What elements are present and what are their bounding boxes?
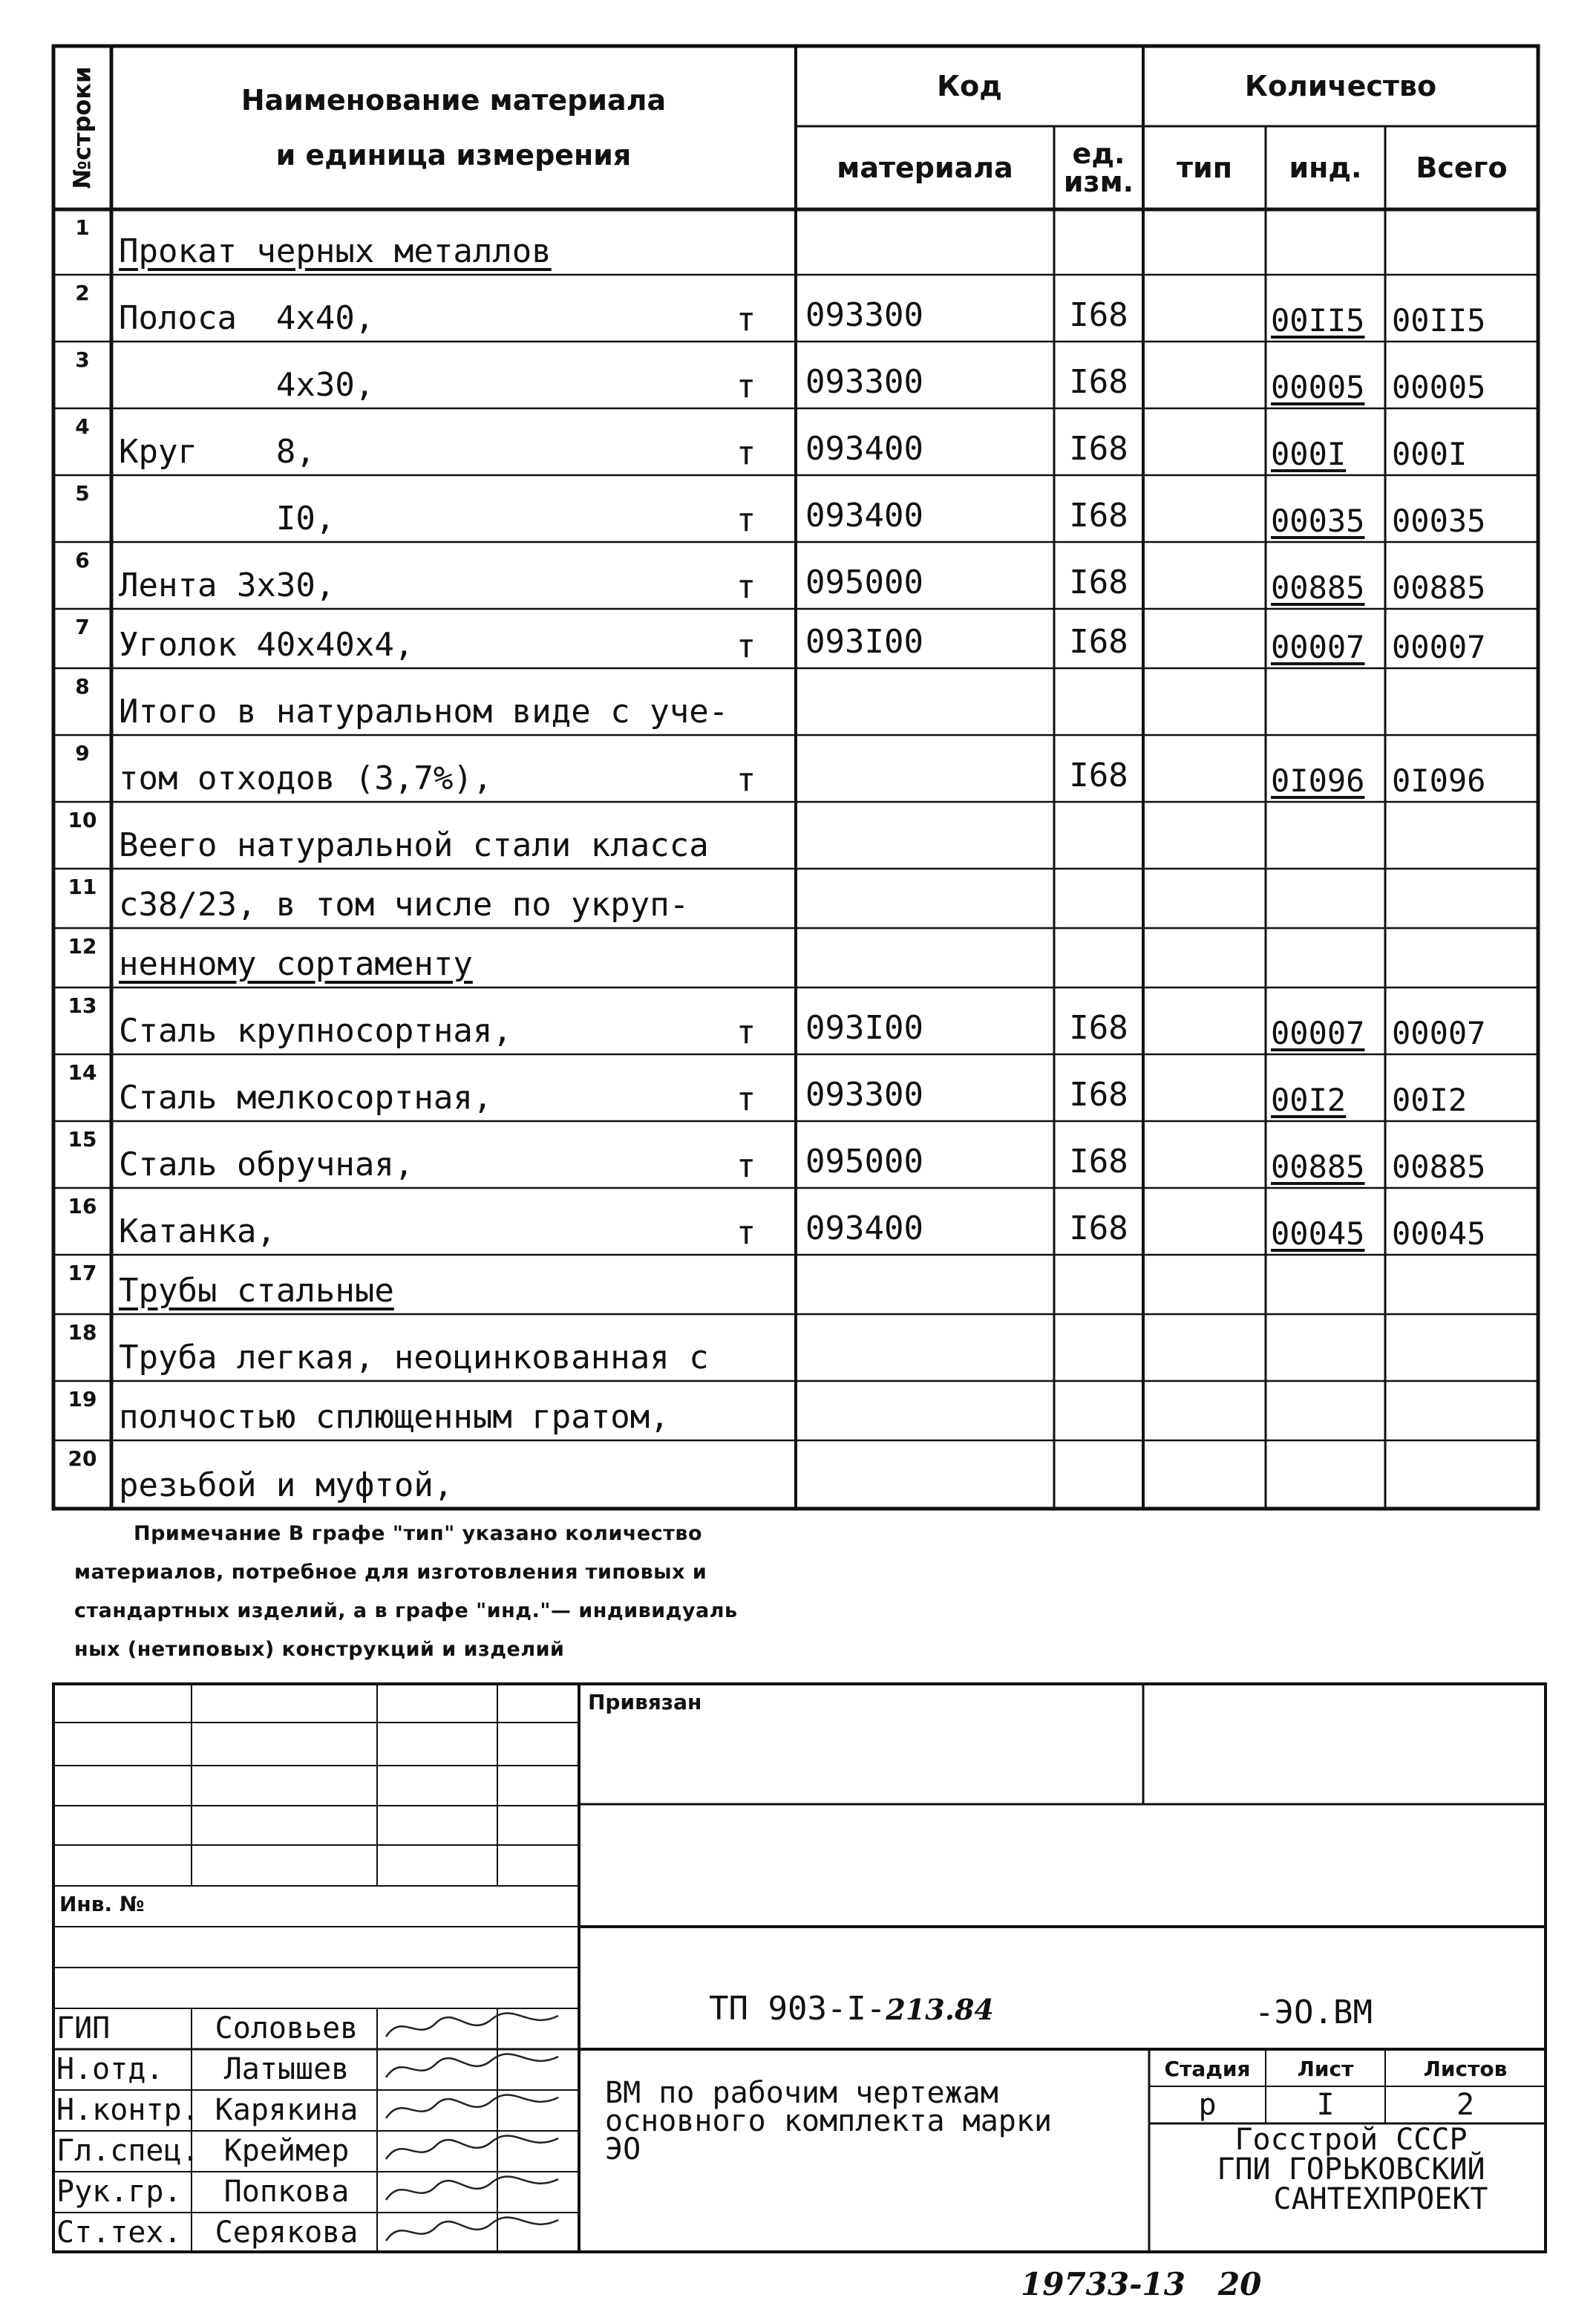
unit-of-measure: т <box>736 301 756 339</box>
unit-code-header-line1: ед. <box>1072 137 1125 170</box>
material-code <box>805 802 1050 869</box>
name-header-line1: Наименование материала <box>241 84 667 117</box>
material-name: Сталь крупносортная, <box>119 1012 512 1050</box>
quantity-individual <box>1271 802 1385 869</box>
material-code: 095000 <box>805 1143 923 1181</box>
quantity-individual: 00I2 <box>1271 1082 1347 1118</box>
note-line1: Примечание В графе "тип" указано количество <box>134 1522 703 1545</box>
unit-code-header-line2: изм. <box>1063 166 1134 198</box>
quantity-individual: 00II5 <box>1271 302 1365 339</box>
unit-of-measure: т <box>736 1214 756 1252</box>
quantity-individual: 0I096 <box>1271 763 1365 799</box>
quantity-total: 00885 <box>1392 569 1486 606</box>
document-title-line2: основного комплекта марки <box>605 2104 1053 2138</box>
unit-code: I68 <box>1069 1209 1128 1247</box>
material-code: 093400 <box>805 1209 923 1247</box>
quantity-total: 00I2 <box>1392 1082 1468 1118</box>
signatory-name: Карякина <box>215 2092 359 2127</box>
sheet-value: I <box>1316 2088 1335 2122</box>
row-number: 5 <box>75 481 90 506</box>
stage-value: р <box>1198 2088 1217 2122</box>
document-title <box>605 2076 1053 2167</box>
material-name: Полоса 4х40, <box>119 299 375 337</box>
signature-scribble <box>380 2049 566 2089</box>
quantity-individual <box>1271 209 1385 275</box>
material-name: Сталь мелкосортная, <box>119 1079 493 1117</box>
quantity-total <box>1392 668 1538 735</box>
quantity-individual: 00045 <box>1271 1215 1365 1252</box>
signatory-role: Рук.гр. <box>56 2174 182 2209</box>
material-code: 095000 <box>805 564 923 601</box>
unit-of-measure: т <box>736 368 756 405</box>
unit-of-measure: т <box>736 1013 756 1051</box>
material-name: с38/23, в том числе по укруп- <box>119 886 690 924</box>
quantity-total: 00045 <box>1392 1215 1486 1252</box>
signatory-role: Ст.тех. <box>56 2215 182 2250</box>
signatory-name: Креймер <box>223 2133 350 2168</box>
unit-of-measure <box>705 1381 787 1440</box>
signature-scribble <box>380 2172 566 2211</box>
unit-code: I68 <box>1069 1009 1128 1047</box>
quantity-individual <box>1271 869 1385 928</box>
material-code <box>805 928 1050 987</box>
quantity-total: 00885 <box>1392 1149 1486 1185</box>
row-number: 8 <box>75 674 90 699</box>
unit-code <box>1054 1314 1143 1381</box>
material-code: 093400 <box>805 497 923 535</box>
name-header <box>111 46 796 209</box>
material-name: том отходов (3,7%), <box>119 760 493 797</box>
row-number: 4 <box>75 414 90 439</box>
unit-code <box>1054 1255 1143 1314</box>
signatory-role: Гл.спец. <box>56 2133 200 2168</box>
material-code <box>805 1440 1050 1509</box>
material-name: Труба легкая, неоцинкованная с <box>119 1339 709 1377</box>
row-number: 16 <box>68 1194 97 1218</box>
quantity-individual: 00007 <box>1271 1015 1365 1051</box>
sheet-label: Лист <box>1297 2056 1354 2081</box>
unit-code <box>1054 928 1143 987</box>
material-code <box>805 668 1050 735</box>
quantity-individual <box>1271 668 1385 735</box>
material-name: резьбой и муфтой, <box>119 1466 454 1504</box>
material-code-header: материала <box>837 151 1013 184</box>
unit-of-measure <box>705 802 787 869</box>
material-name: ненному сортаменту <box>119 945 473 983</box>
note <box>74 1522 928 1676</box>
unit-code-header <box>1054 126 1143 209</box>
row-number: 14 <box>68 1060 97 1085</box>
organization-line2: ГПИ ГОРЬКОВСКИЙ <box>1217 2152 1485 2187</box>
unit-code <box>1054 1440 1143 1509</box>
unit-code: I68 <box>1069 1076 1128 1114</box>
signatory-role: Н.отд. <box>56 2051 164 2086</box>
inventory-label: Инв. № <box>59 1892 145 1916</box>
document-code-handwritten: 213.84 <box>886 1993 994 2026</box>
code-header: Код <box>937 70 1002 102</box>
row-number: 20 <box>68 1446 97 1471</box>
quantity-total: 000I <box>1392 436 1468 472</box>
quantity-total <box>1392 928 1538 987</box>
unit-code <box>1054 668 1143 735</box>
material-name: Сталь обручная, <box>119 1146 414 1183</box>
quantity-individual <box>1271 1255 1385 1314</box>
row-number: 11 <box>68 875 97 899</box>
unit-code: I68 <box>1069 497 1128 535</box>
signatory-name: Латышев <box>223 2051 350 2086</box>
signature-scribble <box>380 2008 566 2048</box>
quantity-total <box>1392 209 1538 275</box>
quantity-total <box>1392 1314 1538 1381</box>
quantity-individual <box>1271 928 1385 987</box>
unit-of-measure: т <box>736 627 756 665</box>
row-number: 3 <box>75 347 90 372</box>
quantity-individual: 00885 <box>1271 569 1365 606</box>
quantity-individual <box>1271 1440 1385 1509</box>
signatory-role: ГИП <box>56 2011 111 2045</box>
material-code: 093400 <box>805 430 923 468</box>
name-header-line2: и единица измерения <box>275 139 632 172</box>
row-number: 10 <box>68 808 97 832</box>
unit-of-measure <box>705 869 787 928</box>
material-code <box>805 209 1050 275</box>
unit-code: I68 <box>1069 757 1128 794</box>
signatory-name: Серякова <box>215 2215 359 2250</box>
row-number: 18 <box>68 1320 97 1345</box>
sheets-value: 2 <box>1456 2088 1475 2122</box>
organization <box>1158 2125 1544 2214</box>
signature-scribble <box>380 2213 566 2252</box>
row-number: 12 <box>68 934 97 959</box>
material-name: Катанка, <box>119 1212 276 1250</box>
material-code: 093300 <box>805 1076 923 1114</box>
document-code-prefix: ТП 903-I- <box>709 1990 886 2028</box>
row-number: 2 <box>75 281 90 305</box>
quantity-total: 0I096 <box>1392 763 1486 799</box>
quantity-individual: 000I <box>1271 436 1347 472</box>
quantity-header: Количество <box>1244 70 1437 102</box>
unit-of-measure: т <box>736 434 756 472</box>
type-header: тип <box>1177 151 1232 184</box>
material-name: Уголок 40х40х4, <box>119 626 414 664</box>
signatory-name: Попкова <box>223 2174 350 2209</box>
document-title-line3: ЭО <box>605 2132 641 2167</box>
material-name: Итого в натуральном виде с уче- <box>119 693 729 731</box>
unit-code <box>1054 802 1143 869</box>
signatory-role: Н.контр. <box>56 2092 200 2127</box>
unit-of-measure <box>705 1255 787 1314</box>
material-code: 093I00 <box>805 1009 923 1047</box>
document-code-suffix: -ЭО.ВМ <box>1255 1994 1373 2031</box>
unit-code <box>1054 209 1143 275</box>
organization-line3: САНТЕХПРОЕКТ <box>1273 2182 1488 2216</box>
row-number: 7 <box>75 615 90 639</box>
material-name: 4х30, <box>119 366 375 404</box>
unit-code: I68 <box>1069 564 1128 601</box>
quantity-total: 00035 <box>1392 503 1486 539</box>
quantity-total: 00II5 <box>1392 302 1486 339</box>
material-name: Веего натуральной стали класса <box>119 826 709 864</box>
quantity-individual: 00007 <box>1271 629 1365 665</box>
unit-of-measure: т <box>736 761 756 799</box>
quantity-total <box>1392 1381 1538 1440</box>
quantity-total <box>1392 1440 1538 1509</box>
material-name: полчостью сплющенным гратом, <box>119 1398 670 1436</box>
document-code <box>709 1990 994 2028</box>
unit-of-measure <box>705 1440 787 1509</box>
quantity-individual <box>1271 1381 1385 1440</box>
quantity-individual <box>1271 1314 1385 1381</box>
quantity-total <box>1392 802 1538 869</box>
material-name: Прокат черных металлов <box>119 232 552 270</box>
unit-of-measure <box>705 209 787 275</box>
material-code <box>805 735 1050 802</box>
row-number: 6 <box>75 548 90 572</box>
material-code <box>805 1381 1050 1440</box>
organization-line1: Госстрой СССР <box>1234 2123 1468 2157</box>
row-number: 15 <box>68 1127 97 1152</box>
material-name: Лента 3х30, <box>119 566 336 604</box>
material-code <box>805 1255 1050 1314</box>
attached-label: Привязан <box>588 1690 702 1714</box>
signature-scribble <box>380 2090 566 2129</box>
material-code: 093300 <box>805 296 923 334</box>
row-number: 19 <box>68 1387 97 1411</box>
quantity-individual: 00885 <box>1271 1149 1365 1185</box>
quantity-total: 00007 <box>1392 629 1486 665</box>
quantity-individual: 00035 <box>1271 503 1365 539</box>
row-number: 13 <box>68 993 97 1018</box>
row-number: 17 <box>68 1261 97 1285</box>
unit-code: I68 <box>1069 296 1128 334</box>
unit-code: I68 <box>1069 1143 1128 1181</box>
total-header: Всего <box>1416 151 1508 184</box>
signatory-name: Соловьев <box>215 2011 359 2045</box>
quantity-individual: 00005 <box>1271 369 1365 405</box>
unit-of-measure: т <box>736 568 756 606</box>
unit-code <box>1054 1381 1143 1440</box>
unit-of-measure <box>705 928 787 987</box>
material-name: Круг 8, <box>119 433 315 471</box>
material-code: 093300 <box>805 363 923 401</box>
unit-code: I68 <box>1069 430 1128 468</box>
quantity-total: 00007 <box>1392 1015 1486 1051</box>
quantity-total: 00005 <box>1392 369 1486 405</box>
quantity-total <box>1392 869 1538 928</box>
material-name: Трубы стальные <box>119 1272 394 1310</box>
unit-of-measure <box>705 1314 787 1381</box>
signature-scribble <box>380 2131 566 2170</box>
note-line3: стандартных изделий, а в графе "инд."— индивидуаль <box>74 1599 738 1622</box>
unit-of-measure: т <box>736 1147 756 1185</box>
unit-of-measure: т <box>736 501 756 539</box>
note-line4: ных (нетиповых) конструкций и изделий <box>74 1638 565 1661</box>
stage-label: Стадия <box>1164 2056 1251 2081</box>
row-number: 9 <box>75 741 90 765</box>
note-line2: материалов, потребное для изготовления типовых и <box>74 1561 707 1584</box>
unit-of-measure: т <box>736 1080 756 1118</box>
material-code <box>805 1314 1050 1381</box>
material-name: I0, <box>119 500 336 538</box>
row-number: 1 <box>75 215 90 240</box>
unit-of-measure <box>705 668 787 735</box>
unit-code: I68 <box>1069 623 1128 661</box>
sheets-label: Листов <box>1423 2056 1508 2081</box>
unit-code <box>1054 869 1143 928</box>
material-code <box>805 869 1050 928</box>
rownum-header <box>53 46 111 209</box>
material-code: 093I00 <box>805 623 923 661</box>
footer-handwritten-code: 19733-13 20 <box>1021 2266 1262 2302</box>
ind-header: инд. <box>1289 151 1362 184</box>
document-title-line1: ВМ по рабочим чертежам <box>605 2076 998 2110</box>
unit-code: I68 <box>1069 363 1128 401</box>
rownum-header-label: №строки <box>68 66 97 189</box>
quantity-total <box>1392 1255 1538 1314</box>
